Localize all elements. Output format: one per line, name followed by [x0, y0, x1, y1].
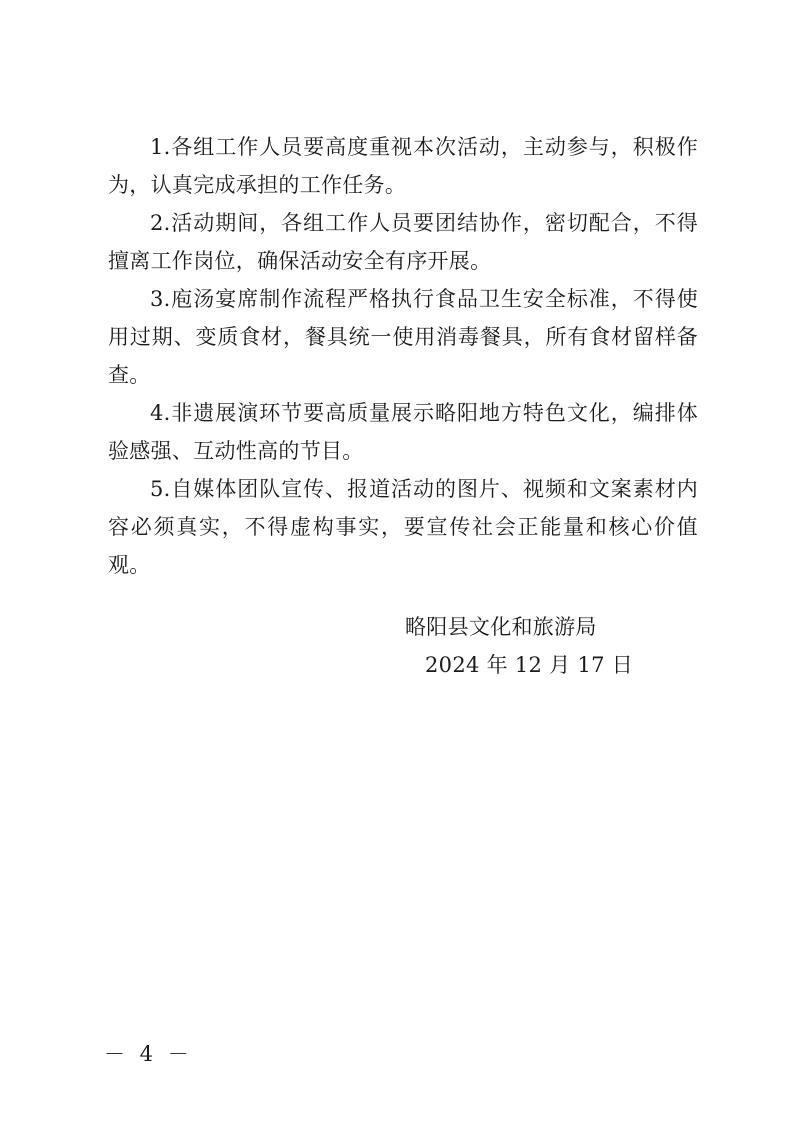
requirement-paragraph-1: 1.各组工作人员要高度重视本次活动，主动参与，积极作为，认真完成承担的工作任务。 [108, 135, 698, 197]
requirement-paragraph-4: 4.非遗展演环节要高质量展示略阳地方特色文化，编排体验感强、互动性高的节目。 [108, 401, 698, 463]
requirement-paragraph-2: 2.活动期间，各组工作人员要团结协作，密切配合，不得擅离工作岗位，确保活动安全有序开展。 [108, 211, 698, 273]
requirement-paragraph-3: 3.庖汤宴席制作流程严格执行食品卫生安全标准，不得使用过期、变质食材，餐具统一使用消毒餐具，所有食材留样备查。 [108, 287, 698, 387]
issue-date: 2024 年 12 月 17 日 [425, 653, 634, 677]
issuing-organization: 略阳县文化和旅游局 [405, 615, 597, 639]
body-text [108, 128, 698, 584]
page-number: － 4 － [104, 1042, 193, 1066]
signature-block [405, 608, 645, 684]
requirement-paragraph-5: 5.自媒体团队宣传、报道活动的图片、视频和文案素材内容必须真实，不得虚构事实，要宣传社会正能量和核心价值观。 [108, 477, 698, 577]
